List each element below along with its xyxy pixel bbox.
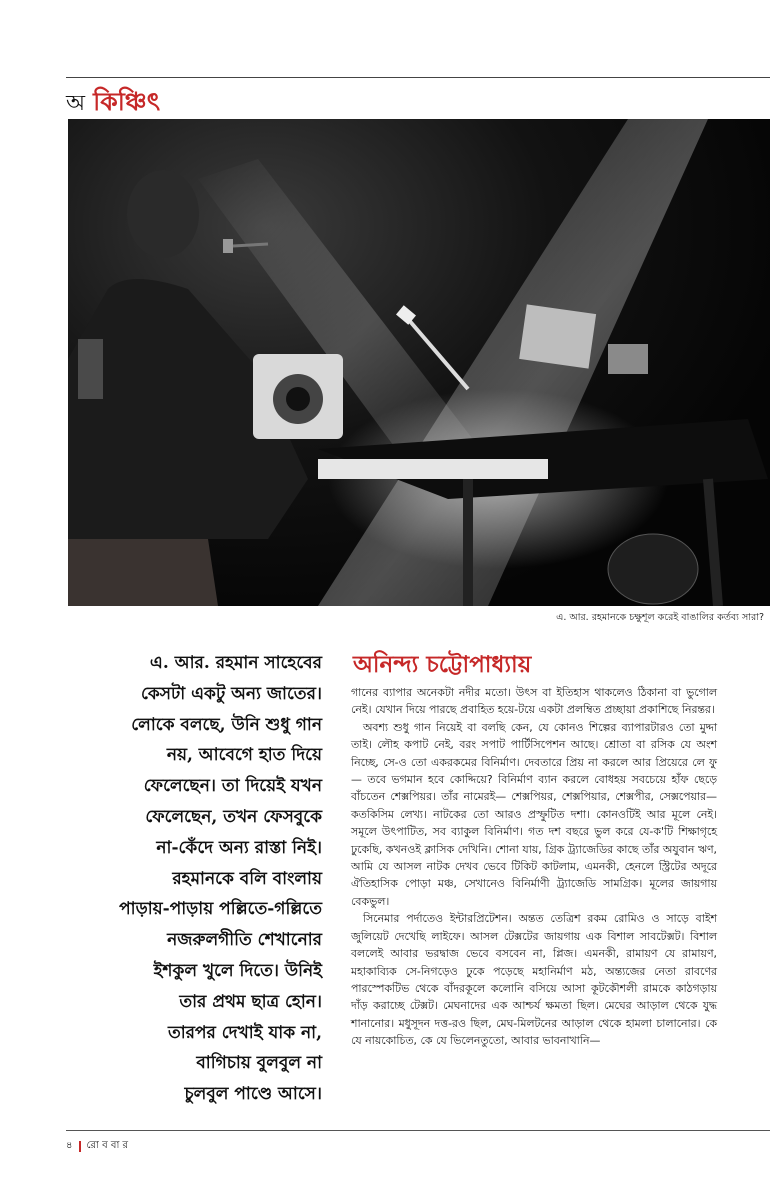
top-rule [66,77,770,78]
article-paragraph: সিনেমার পর্দাতেও ইন্টারপ্রিটেশন। অন্তত তেত্রিশ রকম রোমিও ও সাড়ে বাইশ জুলিয়েট দেখেছি লাইফে। আসল টেক্সটের জায়গায় এক বিশাল সাবটেক্সট। বিশাল বললেই আবার ভরদ্বাজ ভেবে বসবেন না, প্লিজ। এমনকী, রামায়ণ যে রামায়ণ, মহাকাব্যিক সে-নিগড়েও ঢুকে পড়েছে মহানির্মাণ মঠ, অন্ত্যজের নেতা রাবণের পারস্পেকটিভ থেকে বাঁদরকূলে কলোনি বসিয়ে আসা কূটকৌশলী রামকে কাঠগড়ায় দাঁড় করাচ্ছে টেক্সট। মেঘনাদের এক আশ্চর্য ক্ষমতা ছিল। মেঘের আড়াল থেকে যুদ্ধ শানানোর। মধুসূদন দত্ত-রও ছিল, মেঘ-মিলটনের আড়াল থেকে হামলা চালানোর। কে যে নায়কোচিত, কে যে ভিলেনতুতো, আবার ভাবনাখানি— [351,912,717,1048]
pull-quote-line: ফেলেছেন, তখন ফেসবুকে [145,806,322,827]
article-paragraph: অবশ্য শুধু গান নিয়েই বা বলছি কেন, যে কোনও শিল্পের ব্যাপারটারও তো মুদ্দা তাই। লৌহ কপাট নেই, বরং সপাট পার্টিসিপেশন আছে। শ্রোতা বা রসিক যে অংশ নিচ্ছে, সে-ও তো একরকমের বিনির্মাণ। দেবতারে প্রিয় না করলে আর প্রিয়েরে লে ফু— তবে ভগমান হবে কোদ্দিয়ে? বিনির্মাণ ব্যান করলে বোধহয় সবচেয়ে হাঁফ ছেড়ে বাঁচতেন শেক্সপিয়র। তাঁর নামেরই— শেক্সপিয়র, শেক্সপিয়ার, শেক্সপীর, সেক্সপেয়ার— কতকিসিম লেখ্য। নাটকের তো আরও প্রস্ফুটিত দশা। কোনওটিই আর মূলে নেই। সমূলে উৎপাটিত, সব ব্যাকুল বিনির্মাণ। গত দশ বছরে ভুল করে যে-ক'টি শিক্ষাগৃহে ঢুকেছি, কখনওই ক্লাসিক দেখিনি। শোনা যায়, গ্রিক ট্র্যাজেডির কাছে তাঁর অযুবান ঋণ, আমি যে আসল নাটক দেখব ভেবে টিকিট কাটলাম, এমনকী, হেনলে স্ট্রিটের অদূরে ঐতিহাসিক পোড়া মঞ্চ, সেখানেও বিনির্মাণী ট্র্যাজেডি সামগ্রিক। মূলের জায়গায় বেকভুল। [351,720,717,908]
article-paragraph: গানের ব্যাপার অনেকটা নদীর মতো। উৎস বা ইতিহাস থাকলেও ঠিকানা বা ভুগোল নেই। যেখান দিয়ে পারছে প্রবাহিত হয়ে-টয়ে একটা প্রলম্বিত প্রচ্ছায়া প্রকাশিছে নিরন্তর। [351,686,717,717]
pull-quote-line: তার প্রথম ছাত্র হোন। [179,991,322,1012]
pull-quote-line: নয়, আবেগে হাত দিয়ে [166,745,322,766]
page-number: ৪ [66,1140,73,1151]
pull-quote-line: এ. আর. রহমান সাহেবের [149,653,322,673]
bottom-rule [66,1130,770,1131]
pull-quote-line: কেসটা একটু অন্য জাতের। [140,683,322,704]
pull-quote-line: না-কেঁদে অন্য রাস্তা নিই। [156,837,322,858]
magazine-name: রো ব বা র [86,1140,129,1151]
author-byline: অনিন্দ্য চট্টোপাধ্যায় [353,652,532,678]
section-prefix: অ [66,91,86,116]
section-title: কিঞ্চিৎ [93,87,161,116]
pull-quote-line: নজরুলগীতি শেখানোর [167,930,322,951]
pull-quote-line: চুলবুল পাণ্ডে আসে। [184,1084,322,1105]
section-header [66,82,160,116]
footer-divider [79,1141,81,1152]
pull-quote-line: ফেলেছেন। তা দিয়েই যখন [143,776,322,797]
photo-caption: এ. আর. রহমানকে চক্ষুশূল করেই বাঙালির কর্তব্য সারা? [556,612,764,623]
pull-quote-line: তারপর দেখাই যাক না, [167,1022,322,1043]
pull-quote-line: ইশকুল খুলে দিতে। উনিই [153,960,322,981]
pull-quote-line: রহমানকে বলি বাংলায় [172,868,322,889]
pull-quote [104,648,322,1110]
pull-quote-line: লোকে বলছে, উনি শুধু গান [131,714,322,735]
article-body [351,684,717,1050]
pull-quote-line: বাগিচায় বুলবুল না [196,1053,322,1074]
pull-quote-line: পাড়ায়-পাড়ায় পল্লিতে-গল্লিতে [119,899,322,920]
page-footer [66,1138,128,1155]
concert-photo [68,119,770,606]
